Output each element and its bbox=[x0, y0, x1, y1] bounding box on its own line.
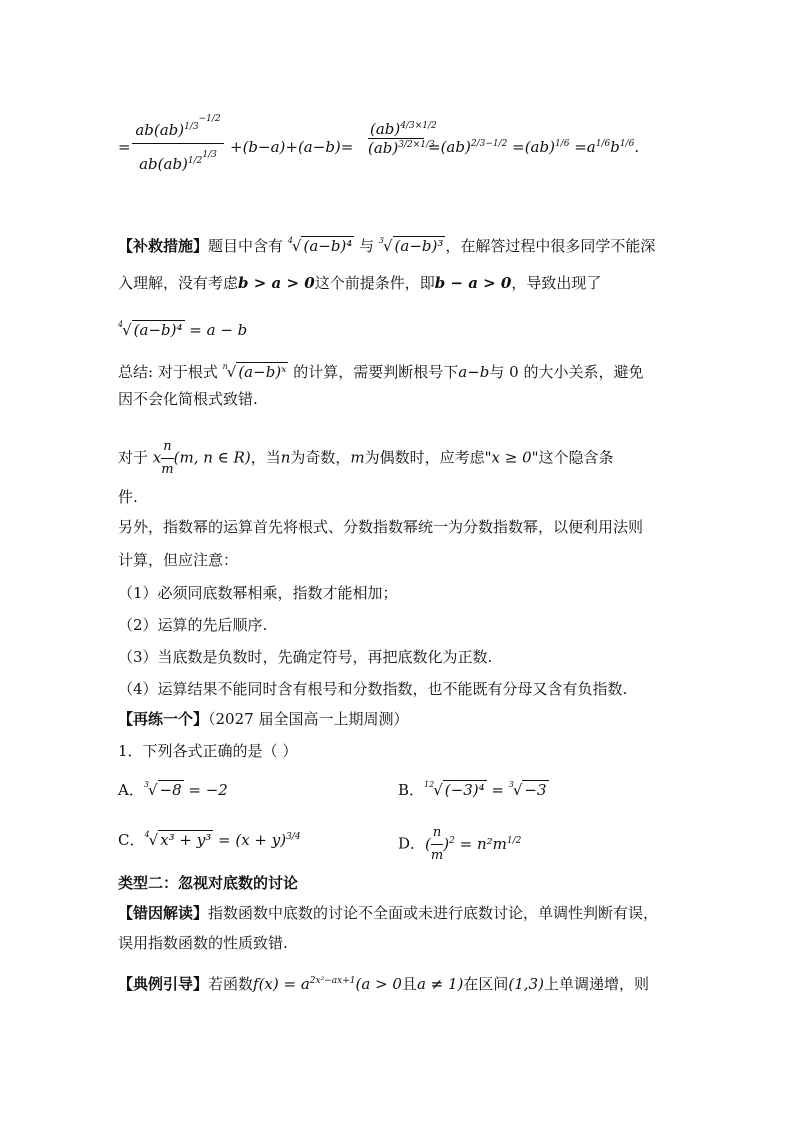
error-label: 【错因解读】 bbox=[118, 904, 209, 922]
summary-line-1: 总结: 对于根式 $^n$√ (a−b)ˣ 的计算，需要判断根号下a−b与 0 的大小关系，避免 bbox=[118, 362, 644, 381]
rule-1: （1）必须同底数幂相乘，指数才能相加； bbox=[118, 584, 398, 602]
type2-error-line-2: 误用指数函数的性质致错. bbox=[118, 934, 288, 952]
rule-4: （4）运算结果不能同时含有根号和分数指数，也不能既有分母又含有负指数. bbox=[118, 680, 628, 698]
summary-line-2: 因不会化简根式致错. bbox=[118, 390, 258, 408]
option-b[interactable]: B．$^{12}$√ (−3)⁴ = $^3$√ −3 bbox=[398, 780, 547, 799]
type2-example-line: 【典例引导】若函数$f(x) = a^{2x^2-ax+1}(a > 0$且a ≠ 1)在区间(1,3)上单调递增，则 bbox=[118, 975, 649, 993]
formula-main-denominator: ab(ab)$^{1/21/3}$ bbox=[139, 150, 217, 173]
option-a[interactable]: A．$^3$√ −8 = −2 bbox=[118, 780, 228, 799]
formula-middle: +(b−a)+(a−b)= bbox=[230, 138, 354, 156]
practice-label: 【再练一个】 bbox=[118, 710, 209, 728]
formula-main-numerator: ab(ab)$^{1/3-1/2}$ bbox=[132, 108, 224, 144]
remedy-radical-1: $^4$√ (a−b)⁴ bbox=[287, 236, 353, 255]
remedy-line-3: $^4$√ (a−b)⁴ = a − b bbox=[118, 320, 248, 339]
type2-heading: 类型二：忽视对底数的讨论 bbox=[118, 874, 299, 892]
rule-3: （3）当底数是负数时，先确定符号，再把底数化为正数. bbox=[118, 648, 493, 666]
formula-eq: = bbox=[118, 138, 131, 156]
remedy-line-1: 【补救措施】题目中含有 $^4$√ (a−b)⁴ 与 $^3$√ (a−b)³ ，在解答过程中很多同学不能深 bbox=[118, 236, 656, 255]
summary-line-4: 件. bbox=[118, 488, 138, 506]
summary-line-3: 对于 x $\frac{n}{m}$ (m, n ∈ R)，当n为奇数，m为偶数时，应考虑"x ≥ 0"这个隐含条 bbox=[118, 436, 614, 481]
remedy-radical-2: $^3$√ (a−b)³ bbox=[378, 236, 444, 255]
practice-question: 1．下列各式正确的是（ ） bbox=[118, 742, 298, 760]
summary-line-5: 另外，指数幂的运算首先将根式、分数指数幂统一为分数指数幂，以便利用法则 bbox=[118, 518, 644, 536]
formula-second-fraction: $\frac{(ab)^{4/3\times 1/2}}{(ab)^{3/2\times 1/3}}$ bbox=[368, 120, 437, 157]
formula-result: $=(ab)^{2/3-1/2} =(ab)^{1/6} =a^{1/6}b^{1/6}$. bbox=[428, 138, 640, 156]
remedy-label: 【补救措施】 bbox=[118, 237, 209, 255]
type2-error-line-1: 【错因解读】指数函数中底数的讨论不全面或未进行底数讨论，单调性判断有误， bbox=[118, 904, 659, 922]
example-label: 【典例引导】 bbox=[118, 975, 209, 993]
remedy-line-2: 入理解，没有考虑b > a > 0这个前提条件，即b − a > 0，导致出现了 bbox=[118, 274, 602, 292]
option-c[interactable]: C．$^4$√ $x^3 + y^3 = (x + y)^{3/4}$ bbox=[118, 830, 301, 849]
option-d[interactable]: D．( $\frac{n}{m}$ )$^2 = n^2m^{1/2}$ bbox=[398, 822, 521, 867]
rule-2: （2）运算的先后顺序. bbox=[118, 616, 268, 634]
practice-header: 【再练一个】（2027 届全国高一上期周测） bbox=[118, 710, 409, 728]
summary-line-6: 计算，但应注意： bbox=[118, 551, 239, 569]
formula-main-fraction bbox=[132, 108, 224, 173]
